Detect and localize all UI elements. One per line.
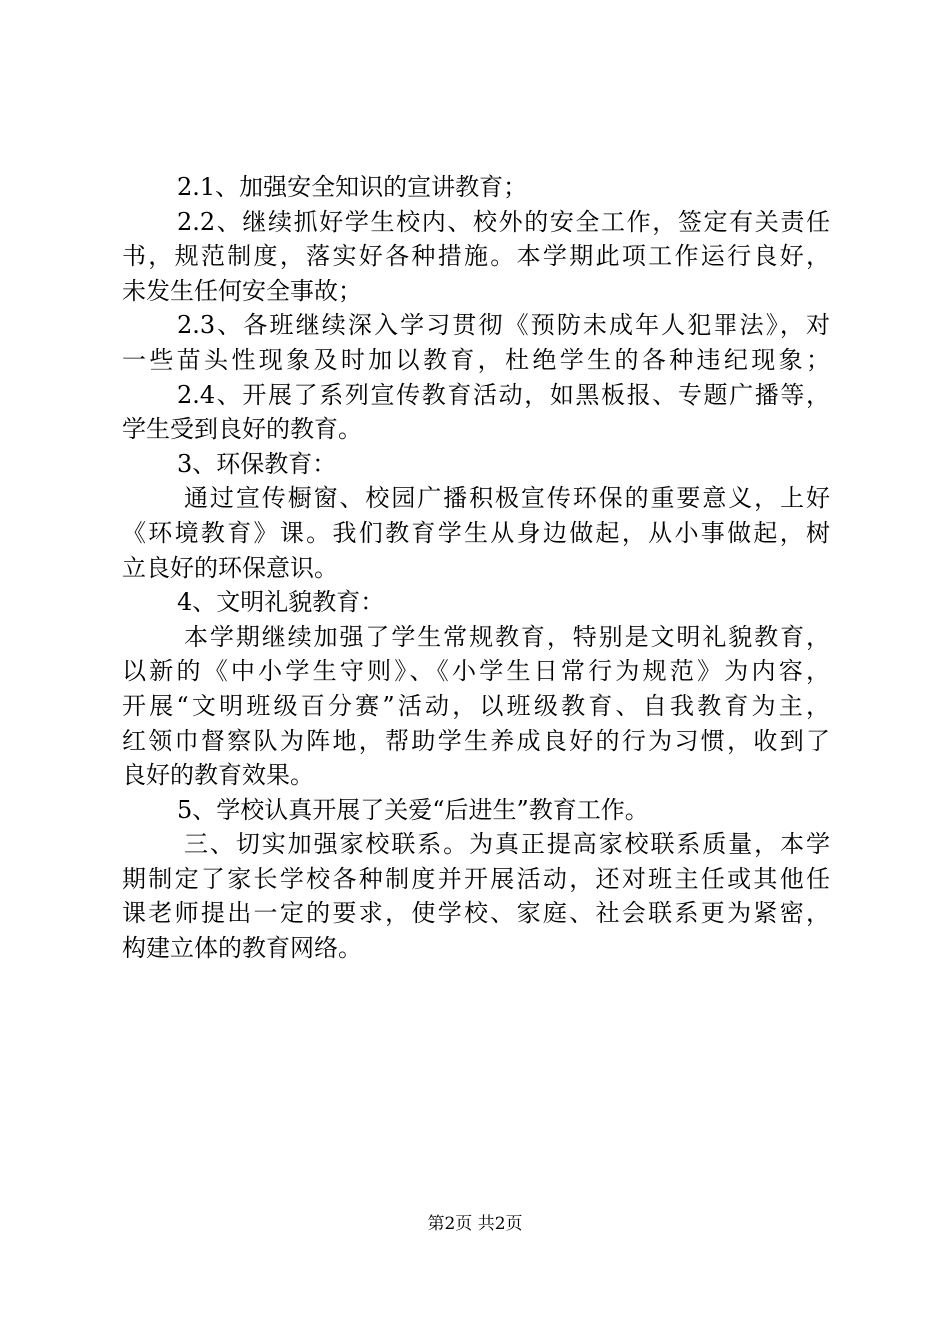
page-number-footer: 第2页 共2页 [427, 1214, 523, 1234]
section-heading: 5、学校认真开展了关爱“后进生”教育工作。 [177, 795, 649, 824]
text-line: 红领巾督察队为阵地，帮助学生养成良好的行为习惯，收到了 [122, 726, 830, 755]
section-heading: 3、环保教育： [177, 449, 337, 478]
text-line: 未发生任何安全事故； [122, 276, 362, 305]
text-line: 立良好的环保意识。 [122, 553, 338, 582]
text-line: 三、切实加强家校联系。为真正提高家校联系质量，本学 [184, 830, 830, 859]
text-line: 期制定了家长学校各种制度并开展活动，还对班主任或其他任 [122, 864, 830, 893]
text-line: 2.2、继续抓好学生校内、校外的安全工作，签定有关责任 [177, 207, 830, 236]
text-line: 《环境教育》课。我们教育学生从身边做起，从小事做起，树 [122, 518, 830, 547]
text-line: 以新的《中小学生守则》、《小学生日常行为规范》为内容， [122, 657, 830, 686]
text-line: 一些苗头性现象及时加以教育，杜绝学生的各种违纪现象； [122, 345, 830, 374]
text-line: 通过宣传橱窗、校园广播积极宣传环保的重要意义，上好 [184, 484, 830, 513]
text-line: 开展“文明班级百分赛”活动，以班级教育、自我教育为主， [122, 691, 830, 720]
text-line: 书，规范制度，落实好各种措施。本学期此项工作运行良好， [122, 242, 830, 271]
text-line: 2.1、加强安全知识的宣讲教育； [177, 173, 528, 201]
document-body [122, 170, 830, 966]
text-line: 本学期继续加强了学生常规教育，特别是文明礼貌教育， [184, 622, 830, 651]
text-line: 学生受到良好的教育。 [122, 415, 362, 444]
text-line: 课老师提出一定的要求，使学校、家庭、社会联系更为紧密， [122, 899, 830, 928]
text-line: 构建立体的教育网络。 [122, 934, 362, 963]
section-heading: 4、文明礼貌教育： [177, 588, 385, 617]
text-line: 2.3、各班继续深入学习贯彻《预防未成年人犯罪法》，对 [177, 311, 830, 340]
text-line: 2.4、开展了系列宣传教育活动，如黑板报、专题广播等， [177, 380, 830, 409]
text-line: 良好的教育效果。 [122, 761, 314, 790]
